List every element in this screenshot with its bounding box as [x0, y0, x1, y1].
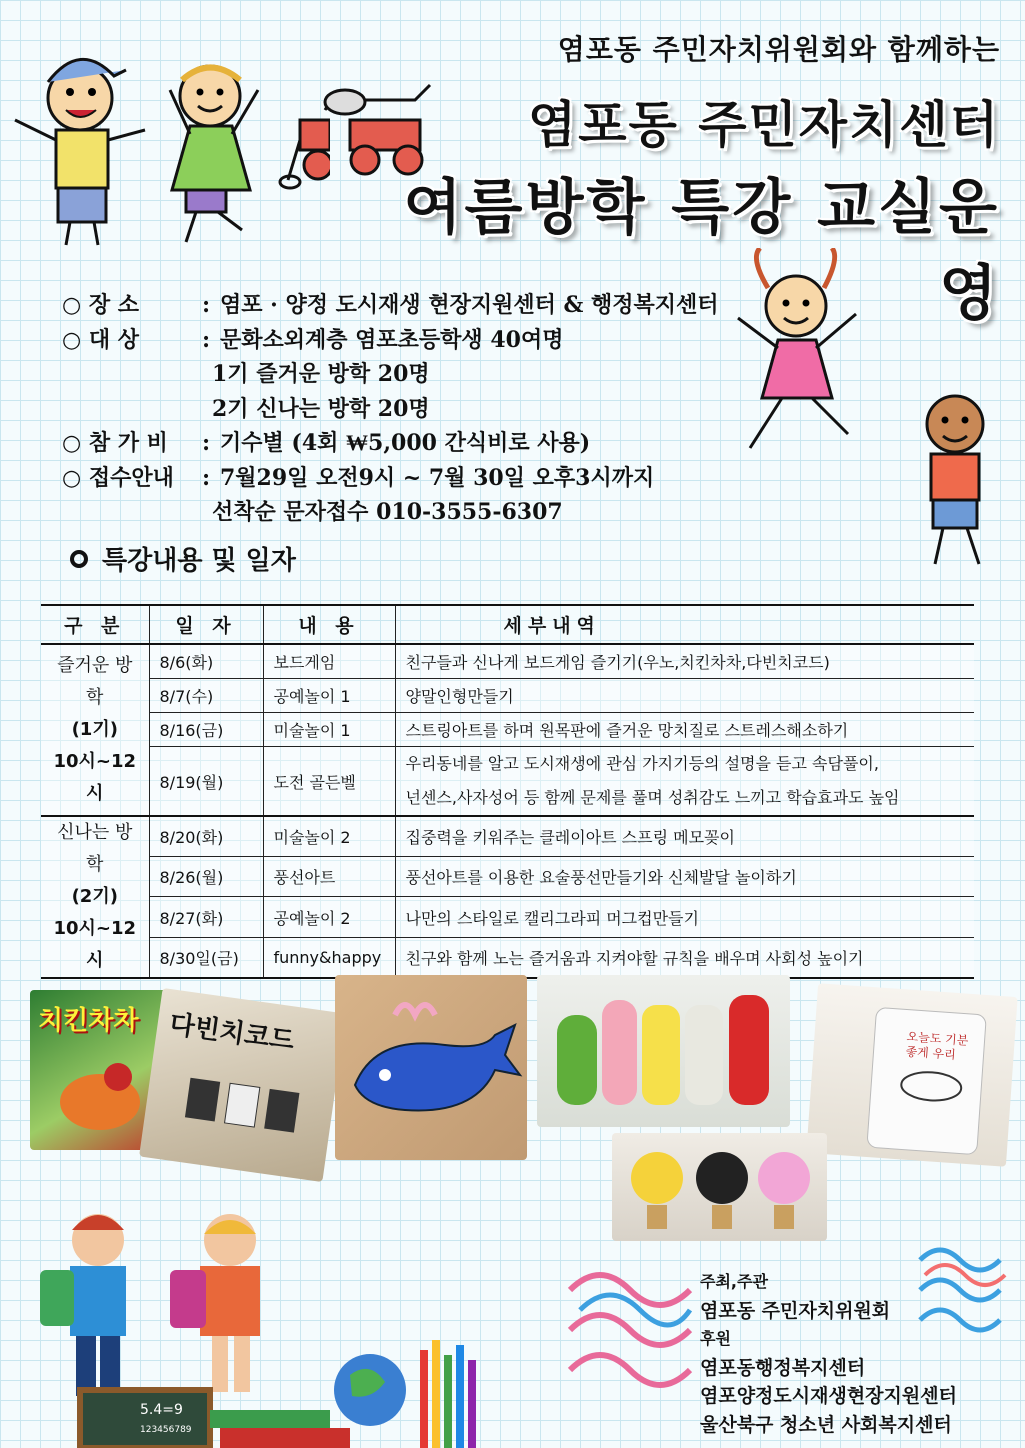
header-date: 일 자 — [149, 605, 263, 644]
boardgame-davinci-photo — [139, 988, 346, 1182]
row-content: 풍선아트 — [263, 857, 395, 897]
row-detail: 친구와 함께 노는 즐거움과 지켜야할 규칙을 배우며 사회성 높이기 — [395, 937, 974, 978]
info-target-label: ○ 대 상 — [62, 326, 140, 353]
section-title: 특강내용 및 일자 — [102, 546, 296, 576]
schedule-table — [41, 604, 974, 979]
row-content: 보드게임 — [263, 644, 395, 679]
info-apply-label: ○ 접수안내 — [62, 464, 174, 491]
info-apply-contact: 선착순 문자접수 010-3555-6307 — [212, 499, 563, 525]
sponsor-2: 염포양정도시재생현장지원센터 — [700, 1385, 957, 1407]
chalkboard-icon — [80, 1390, 210, 1448]
row-content: funny&happy — [263, 937, 395, 978]
sock-dolls-photo — [537, 975, 790, 1127]
info-place-label: ○ 장 소 — [62, 292, 140, 318]
boy-doodle-icon — [15, 59, 145, 245]
boy-with-backpack-icon — [40, 1214, 126, 1396]
row-content: 도전 골든벨 — [263, 747, 395, 817]
row-date: 8/7(수) — [149, 679, 263, 713]
row-date: 8/20(화) — [149, 816, 263, 857]
header-content: 내 용 — [263, 605, 395, 644]
mug-icon — [806, 983, 1017, 1167]
row-date: 8/16(금) — [149, 713, 263, 747]
group1-name: 즐거운 방학 — [57, 655, 133, 708]
group2-cell — [41, 816, 149, 978]
boardgame-chicken-title: 치킨차차 — [38, 1006, 139, 1036]
row-content: 미술놀이 1 — [263, 713, 395, 747]
boy-backpack-doodle-icon — [905, 382, 1000, 572]
row-detail: 친구들과 신나게 보드게임 즐기기(우노,치킨차차,다빈치코드) — [395, 644, 974, 679]
host-label: 주최,주관 — [700, 1272, 768, 1291]
boardgame-davinci-title: 다빈치코드 — [167, 1009, 297, 1057]
row-detail: 나만의 스타일로 캘리그라피 머그컵만들기 — [395, 897, 974, 937]
row-detail: 양말인형만들기 — [395, 679, 974, 713]
credits — [700, 1268, 957, 1439]
sponsor-3: 울산북구 청소년 사회복지센터 — [700, 1413, 952, 1436]
table-row — [41, 747, 974, 817]
mug-text: 오늘도 기분좋게 우리 — [905, 1029, 969, 1062]
row-detail: 집중력을 키워주는 클레이아트 스프링 메모꽂이 — [395, 816, 974, 857]
row-detail-line1: 우리동네를 알고 도시재생에 관심 가지기등의 설명을 듣고 속담풀이, — [405, 754, 879, 773]
row-content: 공예놀이 2 — [263, 897, 395, 937]
info-place-value: 염포 · 양정 도시재생 현장지원센터 & 행정복지센터 — [220, 292, 719, 318]
sock-dolls-icon — [537, 975, 790, 1127]
info-fee-label: ○ 참 가 비 — [62, 430, 168, 456]
table-row — [41, 937, 974, 978]
info-apply: ○ 접수안내 : 7월29일 오전9시 ~ 7월 30일 오후3시까지 — [62, 461, 752, 496]
calligraphy-mug-photo — [806, 983, 1017, 1167]
books-icon — [210, 1410, 350, 1448]
chalkboard-digits: 123456789 — [140, 1425, 192, 1435]
group2-term: (2기) — [71, 886, 118, 907]
host-name: 염포동 주민자치위원회 — [700, 1299, 891, 1322]
table-row — [41, 857, 974, 897]
row-date: 8/27(화) — [149, 897, 263, 937]
clay-figures-icon — [612, 1133, 827, 1241]
info-fee: ○ 참 가 비 : 기수별 (4회 ₩5,000 간식비로 사용) — [62, 426, 752, 461]
group1-cell — [41, 644, 149, 816]
group2-name: 신나는 방학 — [57, 822, 133, 875]
whale-icon — [335, 975, 527, 1160]
header-title-line1: 염포동 주민자치센터 — [527, 96, 1000, 154]
table-row — [41, 713, 974, 747]
info-place: ○ 장 소 : 염포 · 양정 도시재생 현장지원센터 & 행정복지센터 — [62, 288, 752, 323]
row-detail: 스트링아트를 하며 원목판에 즐거운 망치질로 스트레스해소하기 — [395, 713, 974, 747]
chalkboard-text: 5.4=9 — [140, 1402, 183, 1418]
info-target: ○ 대 상 : 문화소외계층 염포초등학생 40여명 — [62, 323, 752, 358]
info-fee-value: 기수별 (4회 ₩5,000 간식비로 사용) — [220, 430, 591, 456]
group1-time: 10시~12시 — [53, 751, 137, 804]
info-target-value: 문화소외계층 염포초등학생 40여명 — [220, 326, 564, 353]
clay-spring-memo-photo — [612, 1133, 827, 1241]
table-header-row — [41, 605, 974, 644]
program-info — [62, 288, 752, 530]
header-category: 구 분 — [41, 605, 149, 644]
row-date: 8/30일(금) — [149, 937, 263, 978]
header-title-line2: 여름방학 특강 교실운영 — [403, 173, 1000, 329]
row-detail: 풍선아트를 이용한 요술풍선만들기와 신체발달 놀이하기 — [395, 857, 974, 897]
girl-doodle-icon — [170, 66, 258, 242]
info-target-term2: 2기 신나는 방학 20명 — [212, 395, 430, 422]
group1-term: (1기) — [71, 719, 118, 740]
table-row — [41, 897, 974, 937]
row-detail-line2: 넌센스,사자성어 등 함께 문제를 풀며 성취감도 느끼고 학습효과도 높임 — [405, 788, 900, 807]
row-content: 공예놀이 1 — [263, 679, 395, 713]
string-art-whale-photo — [335, 975, 527, 1160]
colored-pencils-icon — [420, 1340, 476, 1448]
sponsor-1: 염포동행정복지센터 — [700, 1356, 866, 1379]
row-detail — [395, 747, 974, 817]
bullet-circle-icon — [70, 550, 88, 568]
school-kids-illustration — [0, 1200, 480, 1448]
globe-icon — [334, 1354, 406, 1426]
row-content: 미술놀이 2 — [263, 816, 395, 857]
group2-time: 10시~12시 — [53, 918, 137, 971]
header-subtitle: 염포동 주민자치위원회와 함께하는 — [557, 33, 1000, 66]
header-detail: 세부내역 — [395, 605, 974, 644]
table-row — [41, 816, 974, 857]
row-date: 8/19(월) — [149, 747, 263, 817]
sponsor-label: 후원 — [700, 1329, 731, 1348]
info-apply-value: 7월29일 오전9시 ~ 7월 30일 오후3시까지 — [220, 464, 655, 491]
scribble-decoration-left — [560, 1250, 700, 1410]
row-date: 8/26(월) — [149, 857, 263, 897]
kids-doodle-illustration — [0, 30, 330, 250]
row-date: 8/6(화) — [149, 644, 263, 679]
girl-with-backpack-icon — [170, 1214, 260, 1392]
info-target-term1: 1기 즐거운 방학 20명 — [212, 361, 430, 387]
section-heading — [70, 540, 296, 577]
table-row — [41, 679, 974, 713]
table-row — [41, 644, 974, 679]
